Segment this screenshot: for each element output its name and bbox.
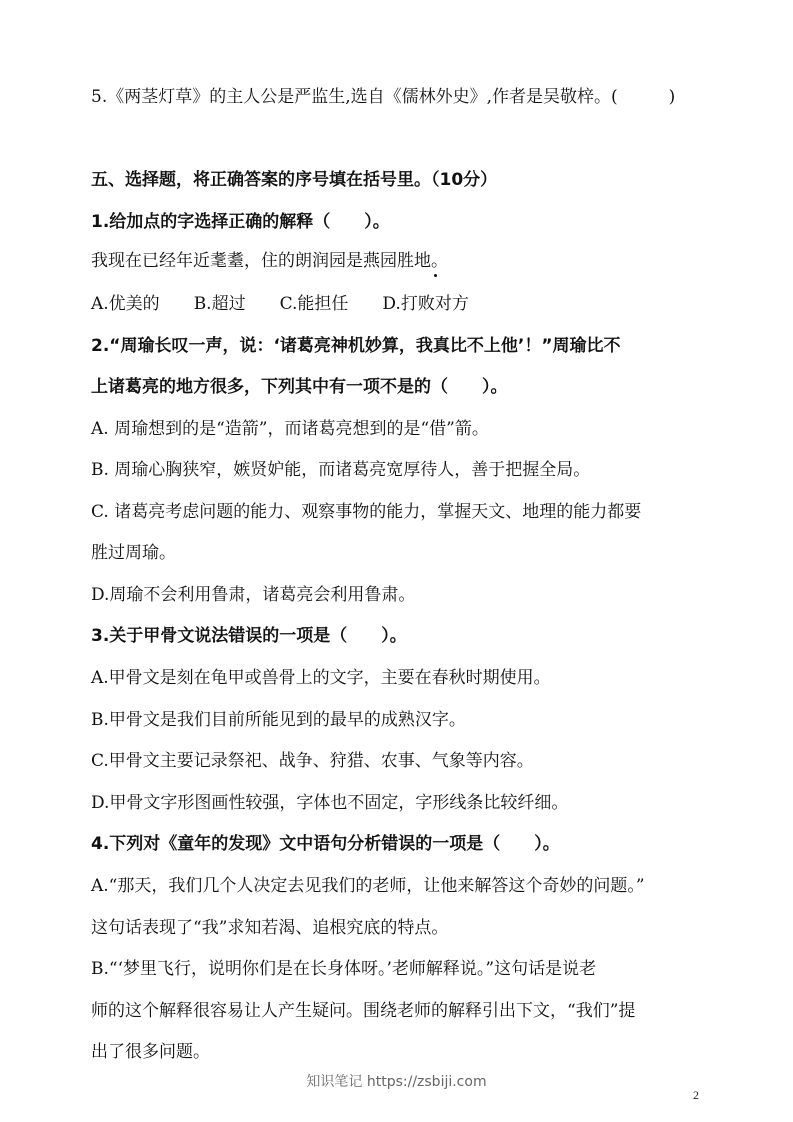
- question-2-option-a: A. 周瑜想到的是“造箭”，而诸葛亮想到的是“借”箭。: [91, 419, 489, 439]
- question-2-stem-line1: 2.“周瑜长叹一声，说：‘诸葛亮神机妙算，我真比不上他’！”周瑜比不: [91, 336, 621, 356]
- option-d: D.打败对方: [382, 294, 469, 314]
- question-2-option-c: C. 诸葛亮考虑问题的能力、观察事物的能力，掌握天文、地理的能力都要: [91, 502, 642, 522]
- question-2-option-d: D.周瑜不会利用鲁肃，诸葛亮会利用鲁肃。: [91, 585, 416, 605]
- question-3-option-b: B.甲骨文是我们目前所能见到的最早的成熟汉字。: [91, 710, 466, 730]
- question-4-option-a: A.“那天，我们几个人决定去见我们的老师，让他来解答这个奇妙的问题。”: [91, 876, 645, 896]
- option-c: C.能担任: [279, 294, 349, 314]
- question-1-context: 我现在已经年近耄耋，住的朗润园是燕园胜地。: [91, 251, 448, 271]
- option-b: B.超过: [193, 294, 246, 314]
- question-4-stem: 4.下列对《童年的发现》文中语句分析错误的一项是（ ）。: [91, 834, 560, 854]
- question-4-option-b-cont1: 师的这个解释很容易让人产生疑问。围绕老师的解释引出下文，“我们”提: [91, 1001, 636, 1021]
- option-a: A.优美的: [91, 294, 160, 314]
- question-1-options: [91, 296, 731, 313]
- question-2-option-c-cont: 胜过周瑜。: [91, 543, 176, 563]
- footer-watermark: 知识笔记 https://zsbiji.com: [306, 1074, 487, 1090]
- question-2-stem-line2: 上诸葛亮的地方很多，下列其中有一项不是的（ ）。: [91, 377, 508, 397]
- judge-question-5: 5.《两茎灯草》的主人公是严监生,选自《儒林外史》,作者是吴敬梓。( ): [91, 87, 676, 107]
- question-3-stem: 3.关于甲骨文说法错误的一项是（ ）。: [91, 626, 407, 646]
- question-4-option-b-cont2: 出了很多问题。: [91, 1042, 210, 1062]
- section-heading: 五、选择题，将正确答案的序号填在括号里。（10分）: [91, 170, 498, 190]
- question-3-option-c: C.甲骨文主要记录祭祀、战争、狩猎、农事、气象等内容。: [91, 751, 534, 771]
- question-1-stem: 1.给加点的字选择正确的解释（ ）。: [91, 212, 390, 232]
- question-3-option-d: D.甲骨文字形图画性较强，字体也不固定，字形线条比较纤细。: [91, 793, 569, 813]
- question-2-option-b: B. 周瑜心胸狭窄，嫉贤妒能，而诸葛亮宽厚待人，善于把握全局。: [91, 460, 591, 480]
- question-4-option-b: B.“‘梦里飞行，说明你们是在长身体呀。’老师解释说。”这句话是说老: [91, 959, 597, 979]
- page-number: 2: [693, 1088, 699, 1102]
- question-3-option-a: A.甲骨文是刻在龟甲或兽骨上的文字，主要在春秋时期使用。: [91, 668, 551, 688]
- question-4-option-a-cont: 这句话表现了“我”求知若渴、追根究底的特点。: [91, 918, 449, 938]
- emphasis-dot: [434, 274, 437, 277]
